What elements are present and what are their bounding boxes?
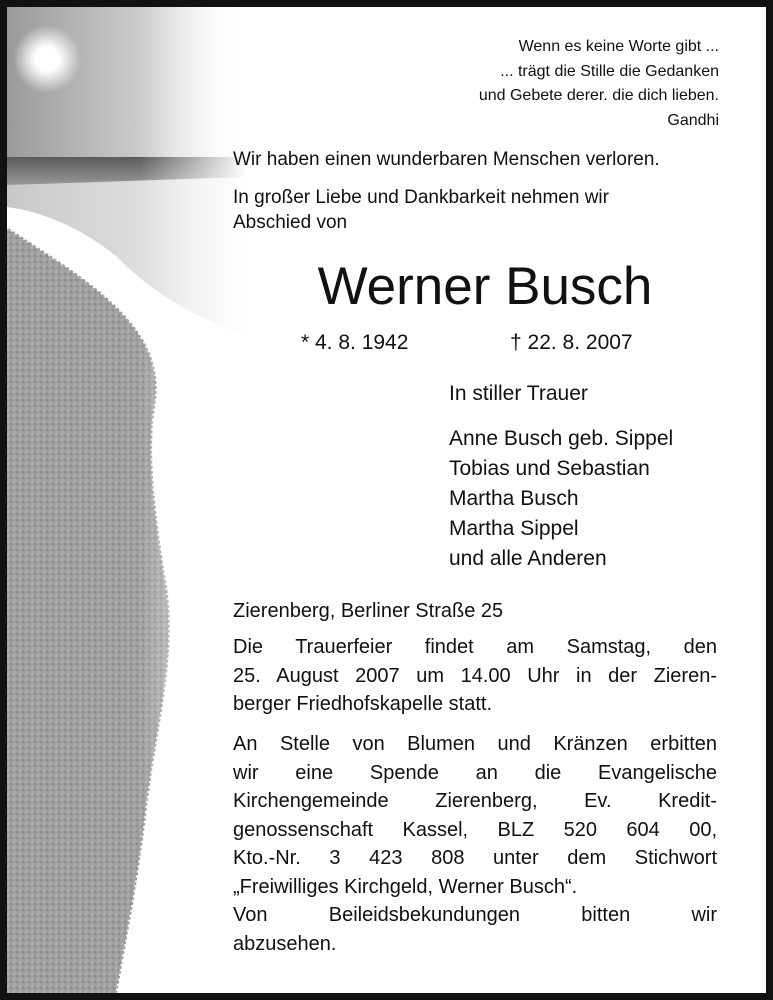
funeral-info bbox=[233, 633, 717, 719]
donation-line: genossenschaft Kassel, BLZ 520 604 00, bbox=[233, 818, 717, 841]
mourner-name: Martha Sippel bbox=[449, 517, 579, 540]
quote-line: ... trägt die Stille die Gedanken bbox=[500, 62, 719, 80]
mourner-name: Martha Busch bbox=[449, 487, 579, 510]
birth-date: * 4. 8. 1942 bbox=[301, 331, 409, 354]
farewell-text bbox=[233, 185, 609, 235]
death-date: † 22. 8. 2007 bbox=[510, 331, 633, 354]
donation-line: „Freiwilliges Kirchgeld, Werner Busch“. bbox=[233, 875, 578, 898]
gandhi-quote bbox=[237, 35, 719, 133]
donation-line: Von Beileidsbekundungen bitten wir bbox=[233, 904, 717, 926]
funeral-line: Die Trauerfeier findet am Samstag, den bbox=[233, 636, 717, 658]
funeral-line: 25. August 2007 um 14.00 Uhr in der Zieren- bbox=[233, 664, 717, 687]
address: Zierenberg, Berliner Straße 25 bbox=[233, 600, 504, 622]
mourners-list bbox=[449, 424, 673, 574]
quote-line: und Gebete derer. die dich lieben. bbox=[478, 87, 719, 104]
donation-line: Kto.-Nr. 3 423 808 unter dem Stichwort bbox=[233, 847, 717, 869]
donation-info bbox=[233, 730, 717, 958]
deceased-name: Werner Busch bbox=[317, 257, 653, 316]
mourning-heading: In stiller Trauer bbox=[449, 382, 588, 405]
mourner-name: und alle Anderen bbox=[449, 547, 607, 570]
donation-line: Kirchengemeinde Zierenberg, Ev. Kredit- bbox=[233, 790, 717, 812]
donation-line: wir eine Spende an die Evangelische bbox=[233, 761, 717, 784]
farewell-line: In großer Liebe und Dankbarkeit nehmen wir bbox=[233, 187, 609, 208]
quote-line: Wenn es keine Worte gibt ... bbox=[518, 38, 719, 55]
intro-line: Wir haben einen wunderbaren Menschen verloren. bbox=[233, 149, 660, 170]
mourner-name: Anne Busch geb. Sippel bbox=[449, 427, 674, 450]
farewell-line: Abschied von bbox=[233, 212, 348, 233]
donation-line: abzusehen. bbox=[233, 932, 337, 955]
quote-author: Gandhi bbox=[667, 111, 719, 129]
mourner-name: Tobias und Sebastian bbox=[449, 457, 650, 480]
beach-image bbox=[7, 7, 247, 993]
funeral-line: berger Friedhofskapelle statt. bbox=[233, 693, 493, 715]
donation-line: An Stelle von Blumen und Kränzen erbitten bbox=[233, 733, 717, 755]
